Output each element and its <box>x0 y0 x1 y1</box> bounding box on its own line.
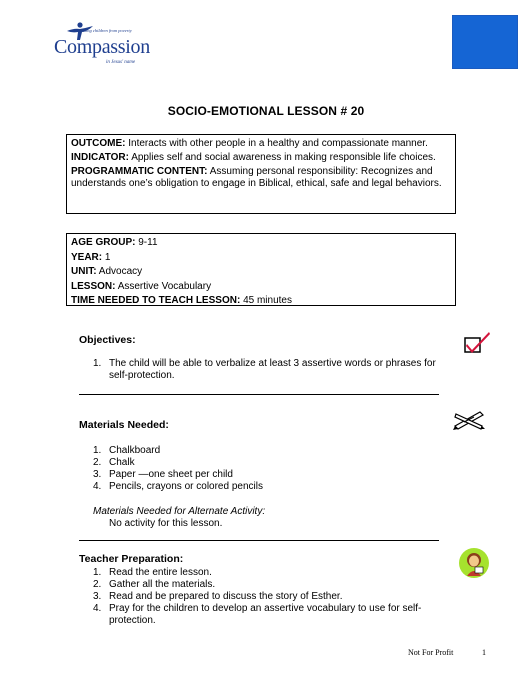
list-item: 3. Paper —one sheet per child <box>93 469 233 480</box>
lesson-label: LESSON: <box>71 280 116 292</box>
alternate-activity-heading: Materials Needed for Alternate Activity: <box>93 506 266 517</box>
lesson-line <box>71 280 451 294</box>
list-item: 3. Read and be prepared to discuss the story of Esther. <box>93 591 343 602</box>
teacher-icon <box>457 546 491 580</box>
compassion-logo <box>52 22 164 68</box>
age-group-value: 9-11 <box>138 237 158 248</box>
footer-not-for-profit: Not For Profit <box>408 648 454 657</box>
pencils-icon <box>452 408 488 432</box>
page-title: SOCIO-EMOTIONAL LESSON # 20 <box>167 104 365 118</box>
indicator-line <box>71 152 451 164</box>
objectives-list <box>93 358 438 382</box>
section-divider <box>79 394 439 395</box>
indicator-text: Applies self and social awareness in making responsible life choices. <box>131 152 436 163</box>
outcome-text: Interacts with other people in a healthy and compassionate manner. <box>128 138 428 149</box>
lesson-value: Assertive Vocabulary <box>117 280 212 292</box>
logo-tagline-bottom: in Jesus' name <box>106 60 136 65</box>
teacher-preparation-list <box>93 567 438 627</box>
checkbox-check-icon <box>462 330 492 356</box>
outcome-line <box>71 138 451 150</box>
unit-value: Advocacy <box>98 266 143 277</box>
teacher-preparation-heading: Teacher Preparation: <box>79 553 184 565</box>
programmatic-content-label: PROGRAMMATIC CONTENT: <box>71 166 208 177</box>
year-value: 1 <box>104 251 111 263</box>
time-line <box>71 294 451 308</box>
alternate-activity-text: No activity for this lesson. <box>109 518 223 529</box>
list-item: 1. Chalkboard <box>93 445 161 456</box>
outcome-box <box>66 134 456 214</box>
list-item: 1. The child will be able to verbalize at least 3 assertive words or phrases for self-protection. <box>93 358 436 381</box>
list-item: 4. Pray for the children to develop an assertive vocabulary to use for self-protection. <box>93 603 422 626</box>
materials-heading: Materials Needed: <box>79 419 169 431</box>
time-label: TIME NEEDED TO TEACH LESSON: <box>71 295 241 306</box>
logo-tagline-top: Releasing children from poverty <box>74 28 132 33</box>
content-line <box>71 166 451 190</box>
age-group-line <box>71 236 451 250</box>
logo-brand: Compassion <box>54 36 150 58</box>
section-divider <box>79 540 439 541</box>
unit-line <box>71 265 451 279</box>
list-item: 4. Pencils, crayons or colored pencils <box>93 481 263 492</box>
blue-color-block <box>452 15 518 69</box>
year-label: YEAR: <box>71 251 103 263</box>
objectives-heading: Objectives: <box>79 334 136 346</box>
indicator-label: INDICATOR: <box>71 152 129 163</box>
unit-label: UNIT: <box>71 266 97 277</box>
list-item: 1. Read the entire lesson. <box>93 567 212 578</box>
list-item: 2. Gather all the materials. <box>93 579 216 590</box>
materials-list <box>93 445 423 493</box>
outcome-label: OUTCOME: <box>71 138 126 149</box>
lesson-info-box <box>66 233 456 306</box>
year-line <box>71 251 451 265</box>
footer-page-number: 1 <box>482 648 486 657</box>
age-group-label: AGE GROUP: <box>71 237 136 248</box>
time-value: 45 minutes <box>243 295 292 306</box>
list-item: 2. Chalk <box>93 457 135 468</box>
programmatic-content-text: Assuming personal responsibility: Recognizes and understands one’s obligation to engage in Biblical, ethical, safe and legal behaviors. <box>71 166 442 189</box>
